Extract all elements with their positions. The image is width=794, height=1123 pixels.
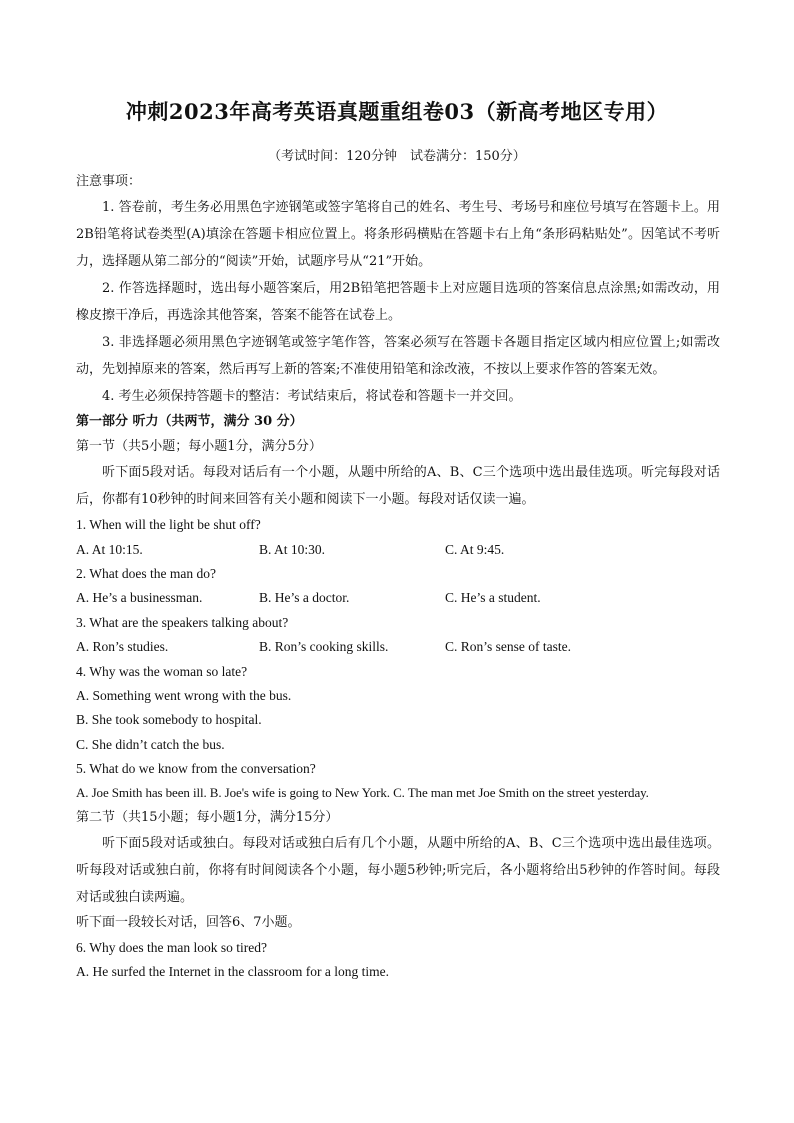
- question-1-options: [76, 538, 720, 562]
- question-2-options: [76, 586, 720, 610]
- section1-heading: 第一节（共5小题；每小题1分，满分5分）: [76, 438, 322, 454]
- exam-title: 冲刺2023年高考英语真题重组卷03（新高考地区专用）: [125, 99, 669, 124]
- question-1-option-c: C. At 9:45.: [445, 541, 505, 557]
- question-6-stem: 6. Why does the man look so tired?: [76, 939, 267, 955]
- question-1-option-b: B. At 10:30.: [259, 541, 326, 557]
- question-4-stem: 4. Why was the woman so late?: [76, 663, 248, 679]
- question-4-option-c: C. She didn’t catch the bus.: [76, 736, 225, 752]
- exam-body: [76, 170, 720, 984]
- notice-item-3: 3. 非选择题必须用黑色字迹钢笔或签字笔作答，答案必须写在答题卡各题目指定区域内相应位置上;如需改动，先划掉原来的答案，然后再写上新的答案;不准使用铅笔和涂改液，不按以上要求作答的答案无效。: [76, 335, 720, 378]
- question-2-stem: 2. What does the man do?: [76, 565, 216, 581]
- section2-heading: 第二节（共15小题；每小题1分，满分15分）: [76, 809, 339, 825]
- notice-item-1: 1. 答卷前，考生务必用黑色字迹钢笔或签字笔将自己的姓名、考生号、考场号和座位号填写在答题卡上。用2B铅笔将试卷类型(A)填涂在答题卡相应位置上。将条形码横贴在答题卡右上角“条形码粘贴处”。因笔试不考听力，选择题从第二部分的“阅读”开始，试题序号从“21”开始。: [76, 200, 720, 270]
- question-3-options: [76, 635, 720, 659]
- question-6-option-a: A. He surfed the Internet in the classroom for a long time.: [76, 964, 390, 980]
- part1-heading: 第一部分 听力（共两节，满分 30 分）: [76, 414, 303, 430]
- section2-instructions: 听下面5段对话或独白。每段对话或独白后有几个小题，从题中所给的A、B、C三个选项中选出最佳选项。听每段对话或独白前，你将有时间阅读各个小题，每小题5秒钟;听完后，各小题将给出5秒钟的作答时间。每段对话或独白读两遍。: [76, 836, 720, 906]
- question-3-option-c: C. Ron’s sense of taste.: [445, 639, 571, 655]
- question-1-option-a: A. At 10:15.: [76, 541, 143, 557]
- question-3-stem: 3. What are the speakers talking about?: [76, 614, 289, 630]
- notice-item-4: 4. 考生必须保持答题卡的整洁：考试结束后，将试卷和答题卡一并交回。: [102, 389, 522, 405]
- question-3-option-a: A. Ron’s studies.: [76, 639, 169, 655]
- question-1-stem: 1. When will the light be shut off?: [76, 517, 261, 533]
- notice-heading: 注意事项：: [76, 174, 142, 189]
- question-2-option-a: A. He’s a businessman.: [76, 590, 203, 606]
- question-3-option-b: B. Ron’s cooking skills.: [259, 639, 389, 655]
- question-4-option-a: A. Something went wrong with the bus.: [76, 687, 292, 703]
- question-5-stem: 5. What do we know from the conversation?: [76, 761, 316, 777]
- exam-subtitle: （考试时间：120分钟 试卷满分：150分）: [268, 149, 526, 164]
- notice-item-2: 2. 作答选择题时，选出每小题答案后，用2B铅笔把答题卡上对应题目选项的答案信息点涂黑;如需改动，用橡皮擦干净后，再选涂其他答案，答案不能答在试卷上。: [76, 281, 720, 324]
- question-2-option-b: B. He’s a doctor.: [259, 590, 350, 606]
- question-2-option-c: C. He’s a student.: [445, 590, 541, 606]
- section1-instructions: 听下面5段对话。每段对话后有一个小题，从题中所给的A、B、C三个选项中选出最佳选项。听完每段对话后，你都有10秒钟的时间来回答有关小题和阅读下一小题。每段对话仅读一遍。: [76, 465, 720, 508]
- question-4-option-b: B. She took somebody to hospital.: [76, 712, 262, 728]
- dialog-6-intro: 听下面一段较长对话，回答6、7小题。: [76, 915, 301, 931]
- question-5-options: A. Joe Smith has been ill. B. Joe's wife is going to New York. C. The man met Joe Smith on the street yesterday.: [76, 785, 649, 801]
